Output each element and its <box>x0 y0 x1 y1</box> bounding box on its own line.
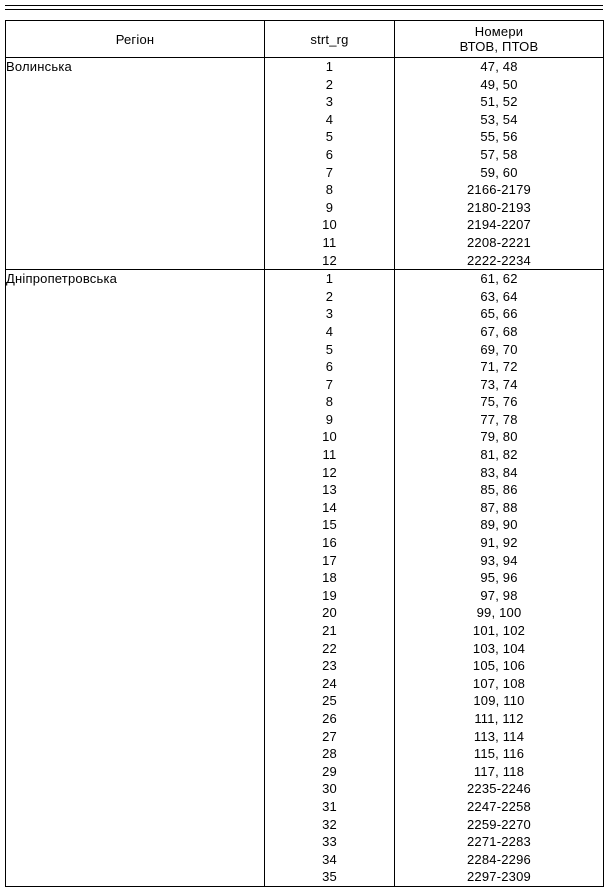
strt-rg-cell: 9 <box>265 199 395 217</box>
strt-rg-cell: 29 <box>265 763 395 781</box>
ids-cell: 49, 50 <box>395 76 604 94</box>
region-table <box>5 20 604 887</box>
ids-cell: 117, 118 <box>395 763 604 781</box>
top-double-rule-upper <box>5 5 603 6</box>
strt-rg-cell: 17 <box>265 552 395 570</box>
strt-rg-cell: 12 <box>265 464 395 482</box>
strt-rg-cell: 16 <box>265 534 395 552</box>
table-row <box>6 798 604 816</box>
ids-cell: 109, 110 <box>395 692 604 710</box>
strt-rg-cell: 5 <box>265 341 395 359</box>
table-row <box>6 534 604 552</box>
region-cell <box>6 323 265 341</box>
table-row <box>6 710 604 728</box>
ids-cell: 71, 72 <box>395 358 604 376</box>
region-cell: Дніпропетровська <box>6 270 265 288</box>
region-cell <box>6 146 265 164</box>
table-row <box>6 675 604 693</box>
header-region: Регіон <box>6 21 265 58</box>
region-cell <box>6 411 265 429</box>
strt-rg-cell: 6 <box>265 358 395 376</box>
header-strt-rg: strt_rg <box>265 21 395 58</box>
strt-rg-cell: 8 <box>265 181 395 199</box>
ids-cell: 111, 112 <box>395 710 604 728</box>
region-cell <box>6 93 265 111</box>
region-cell <box>6 499 265 517</box>
ids-cell: 105, 106 <box>395 657 604 675</box>
table-row <box>6 657 604 675</box>
table-row <box>6 446 604 464</box>
ids-cell: 2259-2270 <box>395 816 604 834</box>
ids-cell: 99, 100 <box>395 604 604 622</box>
table-row <box>6 481 604 499</box>
ids-cell: 79, 80 <box>395 428 604 446</box>
table-row <box>6 93 604 111</box>
region-cell <box>6 199 265 217</box>
ids-cell: 115, 116 <box>395 745 604 763</box>
ids-cell: 53, 54 <box>395 111 604 129</box>
region-cell <box>6 516 265 534</box>
region-cell <box>6 446 265 464</box>
region-cell <box>6 341 265 359</box>
region-cell <box>6 728 265 746</box>
region-cell <box>6 622 265 640</box>
region-cell <box>6 816 265 834</box>
table-row <box>6 111 604 129</box>
table-row <box>6 252 604 270</box>
ids-cell: 81, 82 <box>395 446 604 464</box>
strt-rg-cell: 9 <box>265 411 395 429</box>
region-cell <box>6 587 265 605</box>
strt-rg-cell: 11 <box>265 234 395 252</box>
region-cell <box>6 128 265 146</box>
strt-rg-cell: 5 <box>265 128 395 146</box>
strt-rg-cell: 3 <box>265 305 395 323</box>
ids-cell: 2194-2207 <box>395 216 604 234</box>
strt-rg-cell: 10 <box>265 428 395 446</box>
strt-rg-cell: 10 <box>265 216 395 234</box>
region-cell <box>6 305 265 323</box>
table-row <box>6 763 604 781</box>
table-row <box>6 411 604 429</box>
strt-rg-cell: 2 <box>265 76 395 94</box>
table-row <box>6 76 604 94</box>
strt-rg-cell: 7 <box>265 376 395 394</box>
ids-cell: 47, 48 <box>395 58 604 76</box>
strt-rg-cell: 15 <box>265 516 395 534</box>
region-cell <box>6 798 265 816</box>
strt-rg-cell: 25 <box>265 692 395 710</box>
table-row <box>6 305 604 323</box>
table-row <box>6 288 604 306</box>
ids-cell: 2180-2193 <box>395 199 604 217</box>
strt-rg-cell: 23 <box>265 657 395 675</box>
table-row <box>6 569 604 587</box>
strt-rg-cell: 3 <box>265 93 395 111</box>
ids-cell: 103, 104 <box>395 640 604 658</box>
table-row <box>6 128 604 146</box>
region-cell <box>6 780 265 798</box>
table-row <box>6 868 604 886</box>
table-row <box>6 692 604 710</box>
region-cell <box>6 604 265 622</box>
table-row <box>6 146 604 164</box>
ids-cell: 101, 102 <box>395 622 604 640</box>
table-header-row <box>6 21 604 58</box>
region-cell <box>6 692 265 710</box>
ids-cell: 59, 60 <box>395 164 604 182</box>
table-row <box>6 270 604 288</box>
ids-cell: 2166-2179 <box>395 181 604 199</box>
strt-rg-cell: 4 <box>265 323 395 341</box>
strt-rg-cell: 6 <box>265 146 395 164</box>
strt-rg-cell: 26 <box>265 710 395 728</box>
strt-rg-cell: 35 <box>265 868 395 886</box>
ids-cell: 2235-2246 <box>395 780 604 798</box>
table-row <box>6 341 604 359</box>
table-row <box>6 640 604 658</box>
ids-cell: 65, 66 <box>395 305 604 323</box>
strt-rg-cell: 20 <box>265 604 395 622</box>
ids-cell: 73, 74 <box>395 376 604 394</box>
ids-cell: 75, 76 <box>395 393 604 411</box>
region-cell <box>6 111 265 129</box>
region-cell <box>6 481 265 499</box>
table-row <box>6 376 604 394</box>
region-cell: Волинська <box>6 58 265 76</box>
region-cell <box>6 76 265 94</box>
table-row <box>6 358 604 376</box>
table-body <box>6 58 604 887</box>
ids-cell: 107, 108 <box>395 675 604 693</box>
region-cell <box>6 552 265 570</box>
ids-cell: 77, 78 <box>395 411 604 429</box>
ids-cell: 61, 62 <box>395 270 604 288</box>
table-row <box>6 164 604 182</box>
region-cell <box>6 252 265 270</box>
strt-rg-cell: 28 <box>265 745 395 763</box>
table-row <box>6 745 604 763</box>
region-cell <box>6 164 265 182</box>
strt-rg-cell: 19 <box>265 587 395 605</box>
region-cell <box>6 851 265 869</box>
region-cell <box>6 763 265 781</box>
strt-rg-cell: 21 <box>265 622 395 640</box>
region-cell <box>6 234 265 252</box>
strt-rg-cell: 13 <box>265 481 395 499</box>
ids-cell: 89, 90 <box>395 516 604 534</box>
region-cell <box>6 569 265 587</box>
ids-cell: 93, 94 <box>395 552 604 570</box>
strt-rg-cell: 1 <box>265 58 395 76</box>
table-row <box>6 428 604 446</box>
table-row <box>6 587 604 605</box>
table-row <box>6 816 604 834</box>
table-row <box>6 552 604 570</box>
table-row <box>6 833 604 851</box>
ids-cell: 67, 68 <box>395 323 604 341</box>
strt-rg-cell: 14 <box>265 499 395 517</box>
strt-rg-cell: 34 <box>265 851 395 869</box>
table-row <box>6 464 604 482</box>
table-row <box>6 323 604 341</box>
table-row <box>6 851 604 869</box>
table-row <box>6 216 604 234</box>
region-cell <box>6 534 265 552</box>
strt-rg-cell: 8 <box>265 393 395 411</box>
table-row <box>6 622 604 640</box>
ids-cell: 2222-2234 <box>395 252 604 270</box>
strt-rg-cell: 2 <box>265 288 395 306</box>
region-cell <box>6 464 265 482</box>
table-row <box>6 728 604 746</box>
strt-rg-cell: 33 <box>265 833 395 851</box>
ids-cell: 91, 92 <box>395 534 604 552</box>
strt-rg-cell: 30 <box>265 780 395 798</box>
region-cell <box>6 657 265 675</box>
strt-rg-cell: 12 <box>265 252 395 270</box>
ids-cell: 87, 88 <box>395 499 604 517</box>
table-row <box>6 181 604 199</box>
ids-cell: 2208-2221 <box>395 234 604 252</box>
ids-cell: 55, 56 <box>395 128 604 146</box>
strt-rg-cell: 7 <box>265 164 395 182</box>
table-row <box>6 780 604 798</box>
ids-cell: 83, 84 <box>395 464 604 482</box>
ids-cell: 85, 86 <box>395 481 604 499</box>
region-cell <box>6 428 265 446</box>
strt-rg-cell: 32 <box>265 816 395 834</box>
region-cell <box>6 216 265 234</box>
ids-cell: 2297-2309 <box>395 868 604 886</box>
ids-cell: 95, 96 <box>395 569 604 587</box>
header-ids-line1: Номери <box>474 24 524 39</box>
region-cell <box>6 288 265 306</box>
ids-cell: 51, 52 <box>395 93 604 111</box>
ids-cell: 113, 114 <box>395 728 604 746</box>
top-double-rule-lower <box>5 9 603 10</box>
strt-rg-cell: 31 <box>265 798 395 816</box>
strt-rg-cell: 1 <box>265 270 395 288</box>
region-cell <box>6 358 265 376</box>
region-cell <box>6 675 265 693</box>
ids-cell: 57, 58 <box>395 146 604 164</box>
ids-cell: 63, 64 <box>395 288 604 306</box>
region-cell <box>6 181 265 199</box>
region-cell <box>6 745 265 763</box>
strt-rg-cell: 4 <box>265 111 395 129</box>
table-row <box>6 199 604 217</box>
strt-rg-cell: 18 <box>265 569 395 587</box>
table-row <box>6 516 604 534</box>
strt-rg-cell: 24 <box>265 675 395 693</box>
region-cell <box>6 393 265 411</box>
ids-cell: 2271-2283 <box>395 833 604 851</box>
strt-rg-cell: 22 <box>265 640 395 658</box>
ids-cell: 69, 70 <box>395 341 604 359</box>
ids-cell: 2284-2296 <box>395 851 604 869</box>
table-row <box>6 58 604 76</box>
ids-cell: 2247-2258 <box>395 798 604 816</box>
table-row <box>6 393 604 411</box>
header-ids-line2: ВТОВ, ПТОВ <box>459 39 539 54</box>
strt-rg-cell: 11 <box>265 446 395 464</box>
table-row <box>6 604 604 622</box>
strt-rg-cell: 27 <box>265 728 395 746</box>
region-cell <box>6 833 265 851</box>
region-cell <box>6 376 265 394</box>
region-cell <box>6 710 265 728</box>
region-cell <box>6 868 265 886</box>
table-row <box>6 234 604 252</box>
table-row <box>6 499 604 517</box>
ids-cell: 97, 98 <box>395 587 604 605</box>
header-ids <box>395 21 604 58</box>
region-cell <box>6 640 265 658</box>
